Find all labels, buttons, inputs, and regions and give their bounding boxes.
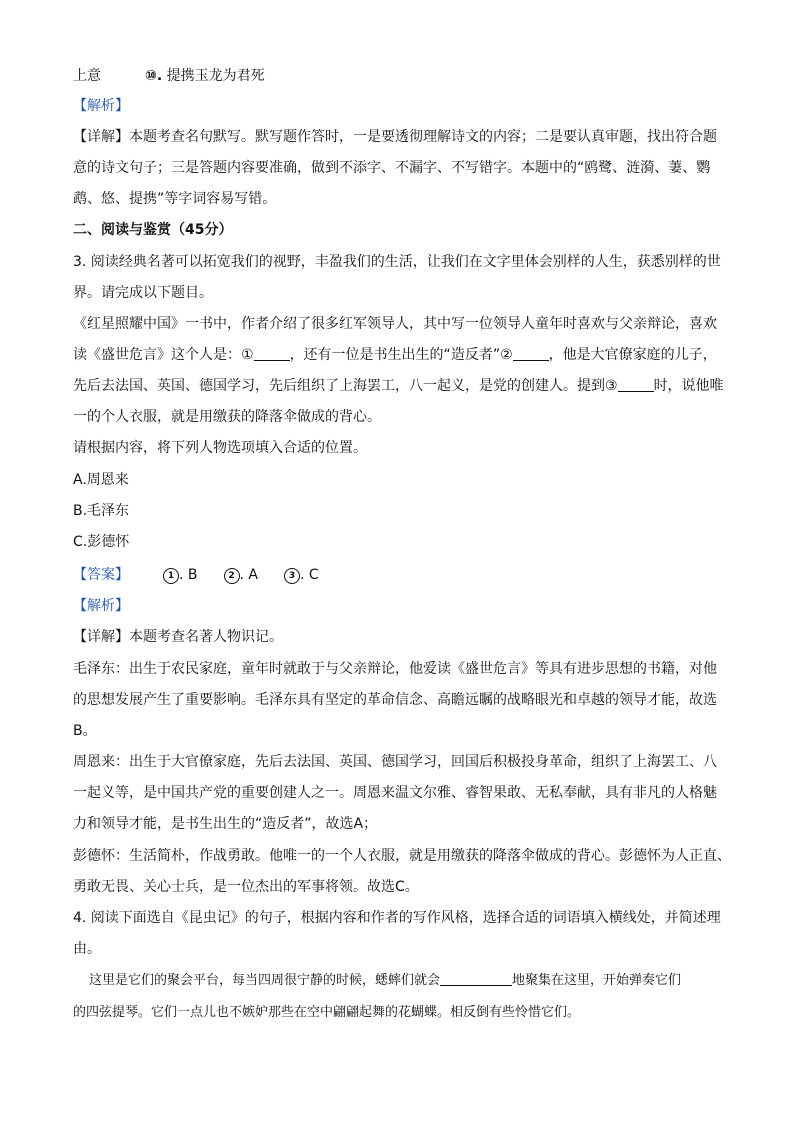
mao-line-3: B。 [73, 723, 97, 739]
q3-instruction: 请根据内容，将下列人物选项填入合适的位置。 [73, 440, 367, 456]
blank-3 [618, 377, 654, 392]
option-a: A.周恩来 [73, 472, 129, 488]
detail-1-line-1: 【详解】本题考查名句默写。默写题作答时，一是要透彻理解诗文的内容；二是要认真审题，找出符合题 [73, 129, 717, 145]
option-b: B.毛泽东 [73, 503, 130, 519]
detail-1-line-3: 鹉、悠、提携”等字词容易写错。 [73, 191, 277, 207]
q3-passage-1: 《红星照耀中国》一书中，作者介绍了很多红军领导人，其中写一位领导人童年时喜欢与父亲辩论，喜欢 [73, 316, 717, 332]
q4-line-1: 4. 阅读下面选自《昆虫记》的句子，根据内容和作者的写作风格，选择合适的词语填入横线处，并简述理 [73, 910, 721, 926]
analysis-label-2: 【解析】 [73, 598, 129, 614]
detail-1-line-2: 意的诗文句子；三是答题内容要准确，做到不添字、不漏字、不写错字。本题中的“鸥鹭、涟漪、萋、鹦 [73, 160, 711, 176]
blank-2 [513, 346, 549, 361]
analysis-label-1: 【解析】 [73, 98, 129, 114]
q3-passage-2: 读《盛世危言》这个人是：① ，还有一位是书生出生的“造反者”② ，他是大官僚家庭的儿子， [73, 347, 717, 363]
circled-number-3: 3 [284, 568, 300, 584]
circled-number-2: 2 [224, 568, 240, 584]
top-line [73, 66, 733, 86]
peng-line-1: 彭德怀：生活简朴，作战勇敢。他唯一的一个人衣服，就是用缴获的降落伞做成的背心。彭德怀为人正直、 [73, 848, 731, 864]
q3-passage-3: 先后去法国、英国、德国学习，先后组织了上海罢工，八一起义，是党的创建人。提到③ 时，说他唯 [73, 378, 724, 394]
poem-line: 提携玉龙为君死 [166, 68, 265, 84]
quote-line-2: 的四弦提琴。它们一点儿也不嫉妒那些在空中翩翩起舞的花蝴蝶。相反倒有些怜惜它们。 [73, 1005, 581, 1020]
quote-line-1: 这里是它们的聚会平台，每当四周很宁静的时候，蟋蟀们就会 地聚集在这里，开始弹奏它们 [89, 973, 682, 988]
answer-label: 【答案】 [73, 567, 129, 583]
option-c: C.彭德怀 [73, 534, 130, 550]
q3-passage-4: 一的个人衣服，就是用缴获的降落伞做成的背心。 [73, 409, 381, 425]
item-number: ⑩. [145, 68, 163, 84]
mao-line-2: 的思想发展产生了重要影响。毛泽东具有坚定的革命信念、高瞻远瞩的战略眼光和卓越的领导才能，故选 [73, 692, 717, 708]
detail-2-intro: 【详解】本题考查名著人物识记。 [73, 629, 283, 645]
mao-line-1: 毛泽东：出生于农民家庭，童年时就敢于与父亲辩论，他爱读《盛世危言》等具有进步思想的书籍，对他 [73, 661, 717, 677]
zhou-line-2: 一起义等，是中国共产党的重要创建人之一。周恩来温文尔雅、睿智果敢、无私奉献，具有非凡的人格魅 [73, 785, 717, 801]
q4-line-2: 由。 [73, 941, 101, 957]
answer-3: . C [300, 567, 319, 583]
peng-line-2: 勇敢无畏、关心士兵，是一位杰出的军事将领。故选C。 [73, 879, 419, 895]
zhou-line-3: 力和领导才能，是书生出生的“造反者”，故选A； [73, 816, 378, 832]
detail-tag-1: 【详解】 [73, 129, 129, 145]
zhou-line-1: 周恩来：出生于大官僚家庭，先后去法国、英国、德国学习，回国后积极投身革命，组织了上海罢工、八 [73, 754, 717, 770]
answer-line [73, 565, 733, 585]
top-left-text: 上意 [73, 68, 101, 84]
detail-tag-2: 【详解】 [73, 629, 129, 645]
blank-1 [254, 346, 290, 361]
quote-blank [440, 971, 512, 986]
circled-number-1: 1 [163, 568, 179, 584]
q3-line-1: 3. 阅读经典名著可以拓宽我们的视野，丰盈我们的生活，让我们在文字里体会别样的人生，获悉别样的世 [73, 254, 721, 270]
section-heading: 二、阅读与鉴赏（45分） [73, 222, 233, 238]
answer-1: . B [179, 567, 198, 583]
answer-2: . A [239, 567, 258, 583]
q3-line-2: 界。请完成以下题目。 [73, 285, 213, 301]
